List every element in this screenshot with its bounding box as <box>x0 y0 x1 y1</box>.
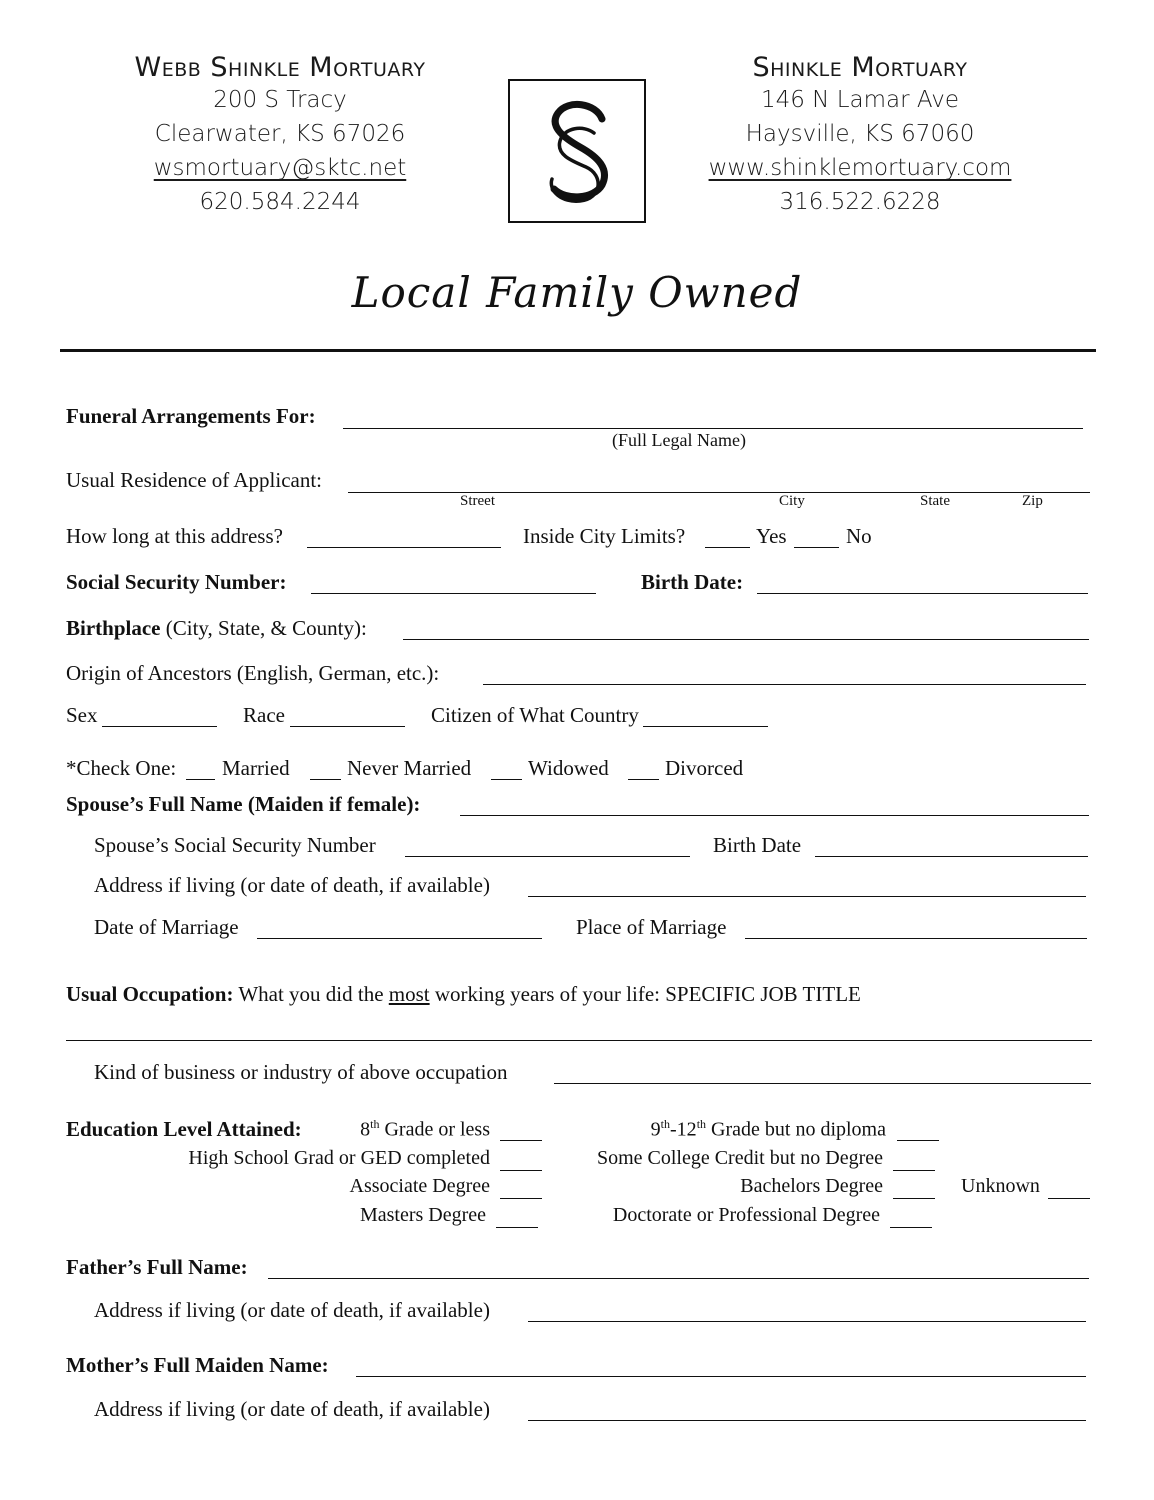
residence-label: Usual Residence of Applicant: <box>66 468 323 492</box>
left-office-address: 200 S Tracy <box>213 87 347 113</box>
place-of-marriage-field[interactable] <box>745 938 1087 939</box>
occupation-bold: Usual Occupation: <box>66 982 234 1006</box>
birth-date-label: Birth Date: <box>641 570 744 594</box>
occupation-field[interactable] <box>66 1040 1092 1041</box>
spouse-name-field[interactable] <box>460 815 1089 816</box>
edu-9-num: 9 <box>650 1118 661 1141</box>
inside-city-no-label: No <box>846 524 872 548</box>
mother-address-field[interactable] <box>528 1420 1086 1421</box>
left-office-email[interactable]: wsmortuary@sktc.net <box>153 155 407 181</box>
edu-masters-checkbox[interactable] <box>496 1227 538 1228</box>
edu-hs-label: High School Grad or GED completed <box>188 1147 490 1169</box>
spouse-address-label: Address if living (or date of death, if available) <box>94 873 490 897</box>
edu-some-college-label: Some College Credit but no Degree <box>596 1147 883 1169</box>
origin-label: Origin of Ancestors (English, German, etc.): <box>66 661 440 685</box>
mortuary-logo <box>508 79 646 223</box>
edu-12-num: -12 <box>670 1118 697 1141</box>
father-name-field[interactable] <box>268 1278 1089 1279</box>
occupation-pre: What you did the <box>238 982 384 1006</box>
edu-unknown-label: Unknown <box>961 1175 1040 1197</box>
tagline: Local Family Owned <box>351 268 803 317</box>
spouse-ssn-label: Spouse’s Social Security Number <box>94 833 376 857</box>
left-office-name: Webb Shinkle Mortuary <box>134 52 426 83</box>
edu-8th-sup: th <box>370 1117 380 1131</box>
race-label: Race <box>243 703 285 727</box>
edu-9-sup1: th <box>660 1117 671 1131</box>
left-office-city: Clearwater, KS 67026 <box>154 121 406 147</box>
inside-city-label: Inside City Limits? <box>523 524 686 548</box>
how-long-field[interactable] <box>307 547 501 548</box>
edu-unknown-checkbox[interactable] <box>1048 1198 1090 1199</box>
right-office-address: 146 N Lamar Ave <box>760 87 960 113</box>
ss-monogram-icon <box>510 81 644 221</box>
occupation-label <box>66 981 861 1007</box>
birth-date-field[interactable] <box>757 593 1088 594</box>
mother-address-label: Address if living (or date of death, if available) <box>94 1397 490 1421</box>
widowed-checkbox[interactable] <box>491 779 522 780</box>
edu-doctorate-checkbox[interactable] <box>890 1227 932 1228</box>
inside-city-no-field[interactable] <box>794 547 839 548</box>
widowed-label: Widowed <box>528 756 609 780</box>
place-of-marriage-label: Place of Marriage <box>576 915 727 939</box>
edu-9-12-checkbox[interactable] <box>897 1140 939 1141</box>
kind-of-business-label: Kind of business or industry of above occupation <box>94 1060 508 1084</box>
street-caption: Street <box>460 493 495 509</box>
never-married-label: Never Married <box>347 756 472 780</box>
father-address-label: Address if living (or date of death, if available) <box>94 1298 490 1322</box>
never-married-checkbox[interactable] <box>310 779 341 780</box>
date-of-marriage-field[interactable] <box>257 938 542 939</box>
left-office-block <box>90 52 470 219</box>
divorced-checkbox[interactable] <box>628 779 659 780</box>
occupation-post: working years of your life: SPECIFIC JOB TITLE <box>434 982 861 1006</box>
married-label: Married <box>222 756 290 780</box>
funeral-for-label: Funeral Arrangements For: <box>66 404 316 428</box>
mother-name-field[interactable] <box>356 1376 1086 1377</box>
edu-8th-num: 8 <box>360 1118 371 1141</box>
birthplace-field[interactable] <box>403 639 1089 640</box>
education-label: Education Level Attained: <box>66 1117 302 1141</box>
edu-associate-checkbox[interactable] <box>500 1198 542 1199</box>
spouse-address-field[interactable] <box>528 896 1086 897</box>
edu-8th-label <box>360 1117 490 1142</box>
full-legal-name-caption: (Full Legal Name) <box>612 430 746 450</box>
zip-caption: Zip <box>1022 493 1043 509</box>
citizen-label: Citizen of What Country <box>431 703 639 727</box>
state-caption: State <box>920 493 950 509</box>
inside-city-yes-label: Yes <box>756 524 787 548</box>
father-name-label: Father’s Full Name: <box>66 1255 248 1279</box>
edu-bachelors-label: Bachelors Degree <box>740 1175 883 1197</box>
spouse-name-label: Spouse’s Full Name (Maiden if female): <box>66 792 421 816</box>
edu-associate-label: Associate Degree <box>349 1175 490 1197</box>
edu-some-college-checkbox[interactable] <box>893 1170 935 1171</box>
edu-bachelors-checkbox[interactable] <box>893 1198 935 1199</box>
father-address-field[interactable] <box>528 1321 1086 1322</box>
ssn-label: Social Security Number: <box>66 570 287 594</box>
right-office-block <box>670 52 1050 219</box>
left-office-phone: 620.584.2244 <box>199 189 361 215</box>
sex-label: Sex <box>66 703 98 727</box>
inside-city-yes-field[interactable] <box>705 547 750 548</box>
right-office-website[interactable]: www.shinklemortuary.com <box>708 155 1012 181</box>
occupation-most: most <box>388 982 430 1006</box>
birthplace-bold: Birthplace <box>66 616 161 640</box>
funeral-for-field[interactable] <box>343 428 1083 429</box>
edu-masters-label: Masters Degree <box>359 1204 486 1226</box>
spouse-ssn-field[interactable] <box>405 856 690 857</box>
edu-8th-checkbox[interactable] <box>500 1140 542 1141</box>
edu-9-text: Grade but no diploma <box>711 1118 886 1141</box>
city-caption: City <box>779 493 805 509</box>
check-one-label: *Check One: <box>66 756 177 780</box>
race-field[interactable] <box>290 726 405 727</box>
edu-hs-checkbox[interactable] <box>500 1170 542 1171</box>
origin-field[interactable] <box>483 684 1086 685</box>
spouse-birth-field[interactable] <box>815 856 1088 857</box>
date-of-marriage-label: Date of Marriage <box>94 915 239 939</box>
married-checkbox[interactable] <box>186 779 215 780</box>
kind-of-business-field[interactable] <box>554 1083 1091 1084</box>
divorced-label: Divorced <box>665 756 744 780</box>
birthplace-label <box>66 615 367 641</box>
right-office-phone: 316.522.6228 <box>779 189 941 215</box>
edu-8th-text: Grade or less <box>384 1118 490 1141</box>
header-divider <box>60 349 1096 352</box>
citizen-field[interactable] <box>643 726 768 727</box>
edu-9-12-label <box>651 1117 886 1142</box>
mother-name-label: Mother’s Full Maiden Name: <box>66 1353 329 1377</box>
sex-field[interactable] <box>102 726 217 727</box>
right-office-city: Haysville, KS 67060 <box>745 121 975 147</box>
how-long-label: How long at this address? <box>66 524 283 548</box>
right-office-name: Shinkle Mortuary <box>752 52 968 83</box>
edu-doctorate-label: Doctorate or Professional Degree <box>612 1204 880 1226</box>
birthplace-rest: (City, State, & County): <box>165 616 367 640</box>
spouse-birth-label: Birth Date <box>713 833 802 857</box>
edu-9-sup2: th <box>696 1117 707 1131</box>
ssn-field[interactable] <box>311 593 596 594</box>
